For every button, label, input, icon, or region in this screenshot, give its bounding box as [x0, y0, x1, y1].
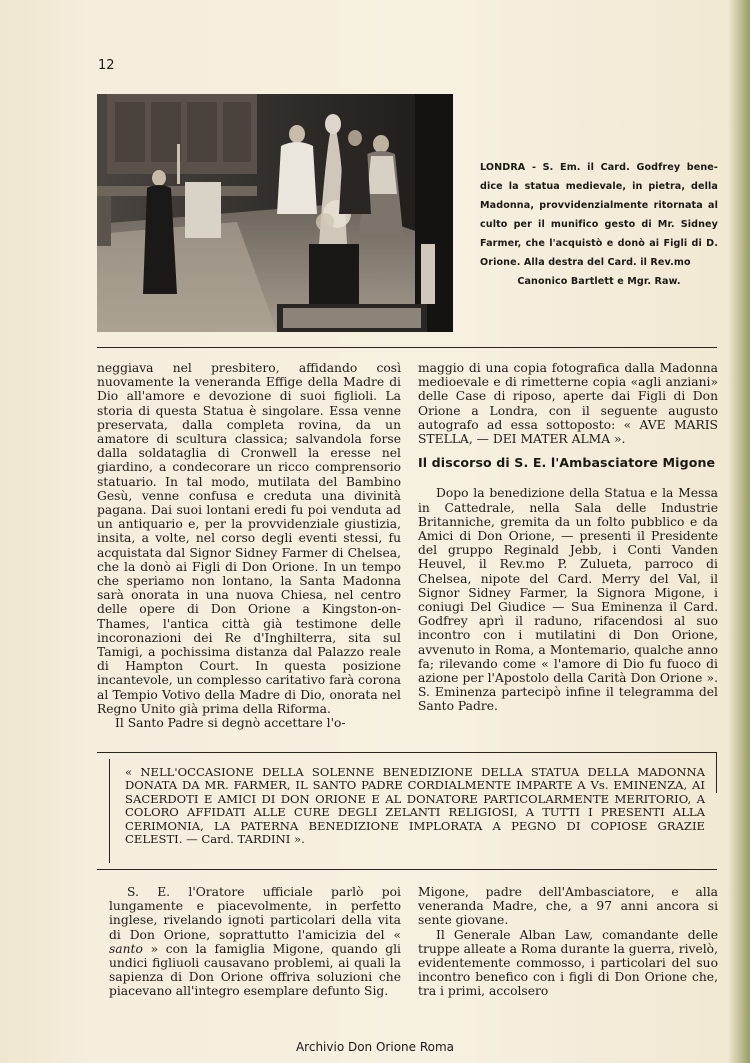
bottom-left-text-before: S. E. l'Oratore ufficiale parlò poi lungamente e piacevolmente, in perfetto inglese, rivelando ignoti particolari della vita di Don Orione, soprattutto l'amicizia del « — [109, 885, 401, 942]
telegram-box — [97, 752, 717, 870]
right-paragraph: maggio di una copia fotografica dalla Madonna medioevale e di rimetterne copia «agli anziani» delle Case di riposo, aperte dai Figli di Don Orione a Londra, con il seguente augusto autografo ad essa sottoposto: « AVE MARIS STELLA, — DEI MATER ALMA ». — [418, 361, 718, 447]
left-paragraph: Il Santo Padre si degnò accettare l'o- — [115, 716, 346, 731]
bottom-right-paragraph: Il Generale Alban Law, comandante delle truppe alleate a Roma durante la guerra, rivelò, evidentemente commosso, i particolari del suo incontro benefico con i figli di Don Orione che, tra i primi, accolsero — [418, 927, 718, 999]
section-heading: Il discorso di S. E. l'Ambasciatore Migone — [418, 455, 716, 471]
caption-line: Farmer, che l'acquistò e donò ai Figli di — [480, 238, 702, 249]
caption-last-line: Canonico Bartlett e Mgr. Raw. — [517, 276, 681, 287]
right-paragraph: Dopo la benedizione della Statua e la Messa in Cattedrale, nella Sala delle Industrie Britanniche, gremita da un folto pubblico e da Amici di Don Orione, — presenti il Presidente del gruppo Reginald Jebb, i Conti Vanden Heuvel, il Rev.mo P. Zulueta, parroco di Chelsea, nipote del Card. Merry del Val, il Signor Sidney Farmer, la Signora Migone, i coniugi Del Giudice — Sua Eminenza il Card. Godfrey aprì il raduno, rifacendosi al suo incontro con i mutilatini di Don Orione, avvenuto in Roma, a Montemario, qualche anno fa; rilevando come « l'amore di Dio fu fuoco di azione per l'Apostolo della Carità Don Orione ». S. Eminenza partecipò infine il telegramma del Santo Padre. — [418, 486, 718, 714]
telegram-box-left-line — [109, 759, 110, 863]
photo-caption — [480, 158, 718, 291]
page-edge-shadow — [728, 0, 750, 1063]
bottom-left-italic: santo — [109, 941, 143, 956]
page-number: 12 — [98, 58, 115, 73]
right-column — [418, 361, 718, 714]
bottom-left-paragraph — [109, 885, 401, 999]
bottom-right-column — [418, 885, 718, 999]
telegram-text: « NELL'OCCASIONE DELLA SOLENNE BENEDIZIONE DELLA STATUA DELLA MADONNA DONATA DA MR. FARMER, IL SANTO PADRE CORDIALMENTE IMPARTE A Vs. EMINENZA, AI SACERDOTI E AMICI DI DON ORIONE E AL DONATORE PARTICOLARMENTE MERITORIO, A COLORO AFFIDATI ALLE CURE DEGLI ZELANTI RELIGIOSI, A TUTTI I PRESENTI ALLA CERIMONIA, LA PATERNA BENEDIZIONE IMPLORATA A PEGNO DI COPIOSE GRAZIE CELESTI. — Card. TARDINI ». — [125, 765, 705, 847]
top-rule — [97, 347, 717, 348]
left-column — [97, 361, 401, 730]
telegram-box-right-line — [716, 753, 717, 793]
bottom-left-column — [109, 885, 401, 999]
bottom-right-paragraph: Migone, padre dell'Ambasciatore, e alla veneranda Madre, che, a 97 anni ancora si sente giovane. — [418, 885, 718, 928]
ceremony-photo-illustration — [97, 94, 453, 332]
ceremony-photo — [97, 94, 453, 332]
caption-line: dice la statua medievale, in pietra, della — [480, 181, 718, 192]
caption-line: LONDRA - S. Em. il Card. Godfrey bene- — [480, 162, 718, 173]
caption-line: Madonna, provvidenzialmente ritornata al — [480, 200, 718, 211]
caption-line: D. Orione. Alla destra del Card. il Rev.mo — [480, 238, 718, 268]
caption-line: culto per il munifico gesto di Mr. Sidney — [480, 219, 718, 230]
archive-footer: Archivio Don Orione Roma — [295, 1040, 455, 1054]
left-paragraph: neggiava nel presbitero, affidando così nuovamente la veneranda Effige della Madre di Dio all'amore e devozione di suoi figlioli. La storia di questa Statua è singolare. Essa venne preservata, dalla completa rovina, da un amatore di scultura classica; salvandola forse dalla soldataglia di Cronwell la eresse nel giardino, a condecorare un ricco comprensorio statuario. In tal modo, mutilata del Bambino Gesù, venne confusa e creduta una divinità pagana. Dai suoi lontani eredi fu poi venduta ad un antiquario e, per la provvidenziale giustizia, insita, a volte, nel corso degli eventi stessi, fu acquistata dal Signor Sidney Farmer di Chelsea, che la donò ai Figli di Don Orione. In un tempo che speriamo non lontano, la Santa Madonna sarà onorata in una nuova Chiesa, nel centro delle opere di Don Orione a Kingston-on-Thames, l'antica città già testimone delle incoronazioni dei Re d'Inghilterra, sita sul Tamigi, a pochissima distanza dal Palazzo reale di Hampton Court. In questa posizione incantevole, un complesso caritativo farà corona al Tempio Votivo della Madre di Dio, onorata nel Regno Unito già prima della Riforma. — [97, 361, 401, 716]
bottom-left-text-after: » con la famiglia Migone, quando gli undici figliuoli causavano problemi, ai quali la sapienza di Don Orione offriva soluzioni che piacevano all'integro esemplare defunto Sig. — [109, 941, 401, 999]
